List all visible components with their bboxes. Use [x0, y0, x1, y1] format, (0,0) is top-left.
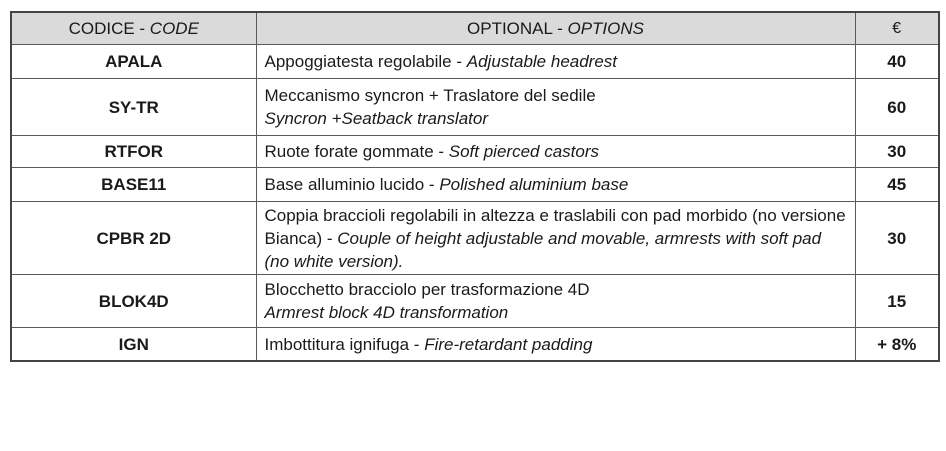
option-description-en: Syncron +Seatback translator [264, 109, 488, 128]
table-row [11, 202, 939, 275]
option-description-it: Appoggiatesta regolabile - [264, 52, 467, 71]
option-code: SY-TR [11, 79, 256, 136]
option-description-it: Ruote forate gommate - [264, 142, 449, 161]
option-description-it: Blocchetto bracciolo per trasformazione 4D [264, 280, 590, 299]
option-description-it: Base alluminio lucido - [264, 175, 440, 194]
column-header-code-it: CODICE [68, 19, 135, 38]
option-description [256, 168, 855, 202]
option-description-en: Couple of height adjustable and movable, armrests with soft pad (no white version). [264, 228, 822, 271]
option-code: RTFOR [11, 136, 256, 168]
table-row [11, 168, 939, 202]
option-description-en: Soft pierced castors [448, 142, 600, 161]
column-header-options-en: OPTIONS [567, 19, 644, 38]
option-price: 45 [855, 168, 939, 202]
option-description-en: Fire-retardant padding [424, 334, 593, 354]
option-description [256, 202, 855, 275]
option-code: APALA [11, 45, 256, 79]
table-row [11, 79, 939, 136]
option-code: BLOK4D [11, 275, 256, 328]
option-price: 30 [855, 202, 939, 275]
table-row [11, 275, 939, 328]
option-code: CPBR 2D [11, 202, 256, 275]
option-code: IGN [11, 328, 256, 362]
option-description [256, 275, 855, 328]
column-header-price: € [855, 12, 939, 45]
option-description-it: Imbottitura ignifuga - [264, 334, 425, 354]
option-description-en: Adjustable headrest [466, 52, 618, 71]
table-row [11, 136, 939, 168]
option-code: BASE11 [11, 168, 256, 202]
option-price: 60 [855, 79, 939, 136]
column-header-code-separator: - [134, 19, 150, 38]
option-description [256, 136, 855, 168]
option-description [256, 79, 855, 136]
option-price: 40 [855, 45, 939, 79]
column-header-code [11, 12, 256, 45]
option-description [256, 45, 855, 79]
option-description-en: Armrest block 4D transformation [264, 303, 509, 322]
table-row [11, 45, 939, 79]
column-header-options-separator: - [552, 19, 568, 38]
table-row [11, 328, 939, 362]
column-header-code-en: CODE [149, 19, 199, 38]
option-price: 30 [855, 136, 939, 168]
option-description-en: Polished aluminium base [439, 175, 629, 194]
column-header-options-it: OPTIONAL [467, 19, 553, 38]
option-price: 15 [855, 275, 939, 328]
option-description [256, 328, 855, 362]
option-description-it: Meccanismo syncron + Traslatore del sedile [264, 86, 596, 105]
table-header-row [11, 12, 939, 45]
column-header-options [256, 12, 855, 45]
options-price-table [10, 11, 940, 362]
option-description-it: Coppia braccioli regolabili in altezza e traslabili con pad morbido (no versione Bianca) - [264, 205, 846, 248]
option-price: + 8% [855, 328, 939, 362]
